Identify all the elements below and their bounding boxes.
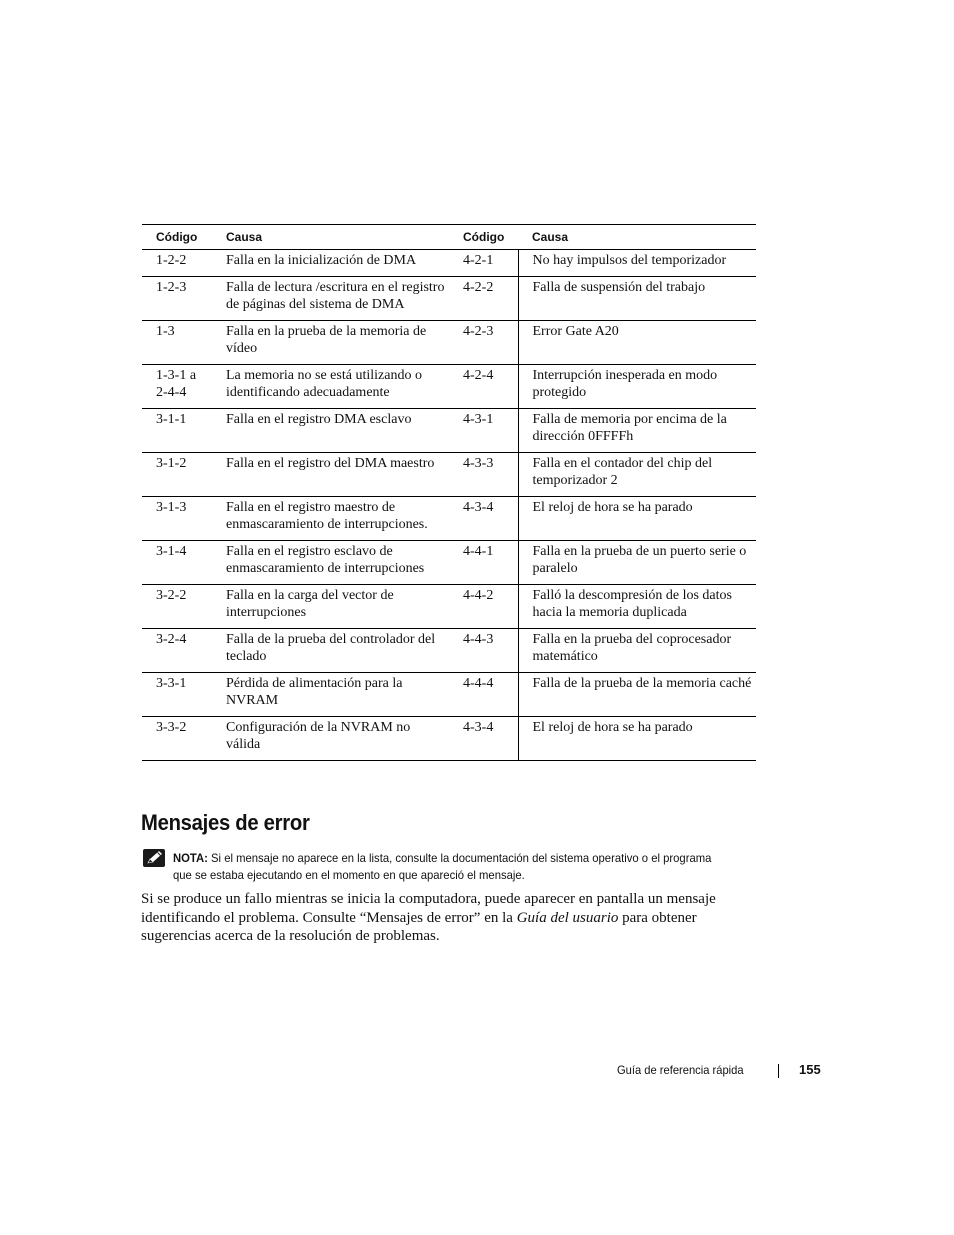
table-row xyxy=(142,452,756,496)
section-heading: Mensajes de error xyxy=(141,810,310,835)
beep-code-cell: 1-2-3 xyxy=(142,276,212,320)
cause-cell: El reloj de hora se ha parado xyxy=(518,496,756,540)
table-row xyxy=(142,250,756,277)
beep-code-cell: 4-2-4 xyxy=(449,364,518,408)
table-row xyxy=(142,364,756,408)
cause-cell: Falla en el contador del chip del temporizador 2 xyxy=(518,452,756,496)
table-body xyxy=(142,250,756,761)
beep-code-cell: 4-4-1 xyxy=(449,540,518,584)
beep-code-cell: 3-1-3 xyxy=(142,496,212,540)
cause-cell: Falla en la prueba de la memoria de vídeo xyxy=(212,320,449,364)
cause-cell: Falla en la prueba del coprocesador matemático xyxy=(518,628,756,672)
cause-cell: Falla en el registro DMA esclavo xyxy=(212,408,449,452)
beep-code-cell: 4-3-4 xyxy=(449,496,518,540)
cause-cell: Error Gate A20 xyxy=(518,320,756,364)
paragraph-text-start: Si se produce un fallo mientras se inicia la computadora, puede aparecer en pantalla un mensaje identificando el problema. Consulte “Mensajes de error” en la xyxy=(141,891,716,926)
beep-code-cell: 3-2-4 xyxy=(142,628,212,672)
cause-cell: La memoria no se está utilizando o identificando adecuadamente xyxy=(212,364,449,408)
table-row xyxy=(142,408,756,452)
beep-code-cell: 4-4-4 xyxy=(449,672,518,716)
beep-code-cell: 4-3-3 xyxy=(449,452,518,496)
cause-cell: Falla de la prueba de la memoria caché xyxy=(518,672,756,716)
cause-cell: Falla de lectura /escritura en el registro de páginas del sistema de DMA xyxy=(212,276,449,320)
cause-cell: Falla en la prueba de un puerto serie o paralelo xyxy=(518,540,756,584)
body-paragraph xyxy=(141,890,751,946)
cause-cell: Falla de la prueba del controlador del teclado xyxy=(212,628,449,672)
table-row xyxy=(142,584,756,628)
beep-code-cell: 3-1-2 xyxy=(142,452,212,496)
cause-cell: Falla en la inicialización de DMA xyxy=(212,250,449,277)
cause-cell: Falla en el registro esclavo de enmascaramiento de interrupciones xyxy=(212,540,449,584)
beep-code-cell: 4-2-3 xyxy=(449,320,518,364)
cause-cell: El reloj de hora se ha parado xyxy=(518,716,756,760)
note-body: Si el mensaje no aparece en la lista, consulte la documentación del sistema operativo o el programa que se estaba ejecutando en el momento en que apareció el mensaje. xyxy=(173,851,712,882)
beep-code-cell: 4-4-3 xyxy=(449,628,518,672)
table-row xyxy=(142,672,756,716)
beep-code-cell: 4-3-1 xyxy=(449,408,518,452)
table-row xyxy=(142,716,756,760)
cause-cell: Configuración de la NVRAM no válida xyxy=(212,716,449,760)
pencil-note-icon xyxy=(143,848,167,868)
cause-cell: Pérdida de alimentación para la NVRAM xyxy=(212,672,449,716)
footer-title: Guía de referencia rápida xyxy=(617,1063,744,1077)
cause-cell: Falla en el registro maestro de enmascaramiento de interrupciones. xyxy=(212,496,449,540)
table-row xyxy=(142,496,756,540)
header-cause-1: Causa xyxy=(212,225,449,250)
cause-cell: Falla de memoria por encima de la dirección 0FFFFh xyxy=(518,408,756,452)
beep-code-cell: 3-3-2 xyxy=(142,716,212,760)
paragraph-text-end: para obtener sugerencias acerca de la resolución de problemas. xyxy=(141,909,697,944)
beep-code-table xyxy=(142,224,756,761)
cause-cell: No hay impulsos del temporizador xyxy=(518,250,756,277)
table-header-row xyxy=(142,225,756,250)
beep-code-cell: 1-2-2 xyxy=(142,250,212,277)
cause-cell: Interrupción inesperada en modo protegido xyxy=(518,364,756,408)
beep-code-cell: 4-4-2 xyxy=(449,584,518,628)
beep-code-cell: 3-1-4 xyxy=(142,540,212,584)
note-label: NOTA: xyxy=(173,851,208,865)
beep-code-cell: 4-3-4 xyxy=(449,716,518,760)
cause-cell: Falla de suspensión del trabajo xyxy=(518,276,756,320)
beep-code-cell: 3-2-2 xyxy=(142,584,212,628)
page-number: 155 xyxy=(799,1062,821,1077)
beep-code-cell: 4-2-1 xyxy=(449,250,518,277)
beep-code-cell: 3-3-1 xyxy=(142,672,212,716)
beep-code-cell: 1-3 xyxy=(142,320,212,364)
page-footer xyxy=(617,1062,827,1080)
table-row xyxy=(142,320,756,364)
table-row xyxy=(142,276,756,320)
cause-cell: Falló la descompresión de los datos hacia la memoria duplicada xyxy=(518,584,756,628)
beep-code-cell: 4-2-2 xyxy=(449,276,518,320)
beep-code-cell: 3-1-1 xyxy=(142,408,212,452)
footer-divider xyxy=(778,1064,779,1078)
header-code-2: Código xyxy=(449,225,518,250)
header-cause-2: Causa xyxy=(518,225,756,250)
table-row xyxy=(142,540,756,584)
note-text xyxy=(173,850,728,884)
cause-cell: Falla en la carga del vector de interrupciones xyxy=(212,584,449,628)
header-code-1: Código xyxy=(142,225,212,250)
beep-code-cell: 1-3-1 a 2-4-4 xyxy=(142,364,212,408)
user-guide-title: Guía del usuario xyxy=(516,909,619,926)
cause-cell: Falla en el registro del DMA maestro xyxy=(212,452,449,496)
table-row xyxy=(142,628,756,672)
